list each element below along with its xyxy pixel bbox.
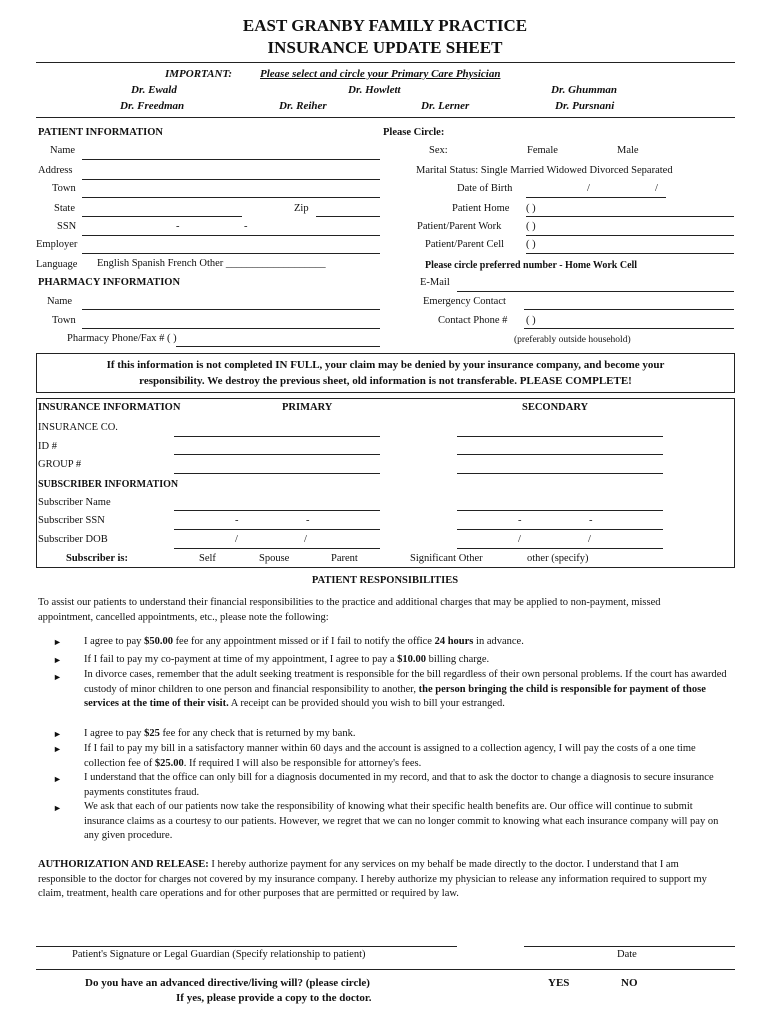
primary-group-field[interactable] bbox=[174, 473, 380, 474]
address-label: Address bbox=[38, 165, 73, 176]
responsibility-item: We ask that each of our patients now take the responsibility of knowing what their specific health benefits are. Our office will continue to submit insurance claims as a courtesy to our patients. However, we regret that we can no longer commit to knowing what each insurance company will pay on any given procedure. bbox=[84, 801, 719, 841]
responsibility-item: In divorce cases, remember that the adult seeking treatment is responsible for the bill regardless of their own personal problems. If the court has awarded custody of minor children to one person and financial responsibility to another, the person bringing the child is responsible for payment of those services at the time of their visit. A receipt can be provided should you wish to bill your estranged. bbox=[84, 669, 727, 709]
subscriber-dob-label: Subscriber DOB bbox=[38, 534, 108, 545]
language-options[interactable]: English Spanish French Other ___________________ bbox=[97, 258, 326, 269]
secondary-heading: SECONDARY bbox=[522, 402, 589, 413]
secondary-id-field[interactable] bbox=[457, 454, 663, 455]
important-label: IMPORTANT: bbox=[165, 68, 233, 80]
pharmacy-phone-label: Pharmacy Phone/Fax # ( ) bbox=[67, 333, 177, 344]
responsibilities-heading: PATIENT RESPONSIBILITIES bbox=[311, 575, 459, 586]
primary-heading: PRIMARY bbox=[282, 402, 333, 413]
sex-label: Sex: bbox=[429, 145, 448, 156]
marital-status-options[interactable]: Marital Status: Single Married Widowed Divorced Separated bbox=[416, 165, 673, 176]
doctor-divider bbox=[36, 117, 735, 118]
town-field[interactable] bbox=[82, 197, 380, 198]
pharmacy-name-label: Name bbox=[47, 296, 73, 307]
state-field[interactable] bbox=[82, 216, 242, 217]
subscriber-ssn-label: Subscriber SSN bbox=[38, 515, 105, 526]
ssn-dash: - bbox=[306, 515, 310, 526]
dob-slash: / bbox=[518, 534, 521, 545]
sex-male-option[interactable]: Male bbox=[617, 145, 639, 156]
doctor-option[interactable]: Dr. Ewald bbox=[131, 84, 177, 96]
directive-yes-option[interactable]: YES bbox=[548, 977, 570, 989]
contact-phone-label: Contact Phone # bbox=[438, 315, 508, 326]
secondary-subscriber-name-field[interactable] bbox=[457, 510, 663, 511]
emergency-contact-label: Emergency Contact bbox=[423, 296, 506, 307]
form-subtitle: INSURANCE UPDATE SHEET bbox=[267, 38, 503, 57]
bullet-arrow-icon: ► bbox=[53, 672, 62, 682]
outside-household-note: (preferably outside household) bbox=[514, 335, 631, 345]
state-label: State bbox=[54, 203, 75, 214]
group-label: GROUP # bbox=[38, 459, 82, 470]
dob-slash: / bbox=[588, 534, 591, 545]
secondary-subscriber-ssn-field[interactable] bbox=[457, 529, 663, 530]
work-phone-area: ( ) bbox=[526, 221, 536, 232]
bullet-arrow-icon: ► bbox=[53, 637, 62, 647]
responsibility-item: If I fail to pay my bill in a satisfactory manner within 60 days and the account is assigned to a collection agency, I will pay the costs of a one time collection fee of $25.00. If required I will also be responsible for attorney's fees. bbox=[84, 743, 696, 769]
language-label: Language bbox=[36, 259, 78, 270]
dob-slash: / bbox=[304, 534, 307, 545]
zip-label: Zip bbox=[294, 203, 309, 214]
pharmacy-name-field[interactable] bbox=[82, 309, 380, 310]
please-circle-heading: Please Circle: bbox=[383, 127, 445, 138]
primary-company-field[interactable] bbox=[174, 436, 380, 437]
primary-subscriber-name-field[interactable] bbox=[174, 510, 380, 511]
primary-id-field[interactable] bbox=[174, 454, 380, 455]
warning-line-1: If this information is not completed IN FULL, your claim may be denied by your insurance company, and become your bbox=[106, 359, 665, 371]
doctor-option[interactable]: Dr. Howlett bbox=[348, 84, 401, 96]
dob-slash: / bbox=[587, 183, 590, 194]
footer-divider bbox=[36, 969, 735, 970]
doctor-option[interactable]: Dr. Freedman bbox=[120, 100, 185, 112]
subscriber-name-label: Subscriber Name bbox=[38, 497, 111, 508]
responsibility-item: I understand that the office can only bill for a diagnosis documented in my record, and that to ask the doctor to change a diagnosis to secure insurance payments constitutes fraud. bbox=[84, 772, 714, 798]
emergency-contact-field[interactable] bbox=[524, 309, 734, 310]
subscriber-heading: SUBSCRIBER INFORMATION bbox=[38, 479, 179, 490]
bullet-arrow-icon: ► bbox=[53, 744, 62, 754]
dob-slash: / bbox=[655, 183, 658, 194]
secondary-group-field[interactable] bbox=[457, 473, 663, 474]
primary-subscriber-ssn-field[interactable] bbox=[174, 529, 380, 530]
cell-phone-field[interactable] bbox=[526, 253, 734, 254]
pharmacy-heading: PHARMACY INFORMATION bbox=[38, 277, 181, 288]
doctor-option[interactable]: Dr. Pursnani bbox=[555, 100, 615, 112]
responsibility-item: I agree to pay $25 fee for any check that is returned by my bank. bbox=[84, 728, 356, 739]
date-field[interactable] bbox=[524, 946, 735, 947]
employer-field[interactable] bbox=[82, 253, 380, 254]
dob-field[interactable] bbox=[526, 197, 666, 198]
cell-phone-label: Patient/Parent Cell bbox=[425, 239, 505, 250]
contact-phone-area: ( ) bbox=[526, 315, 536, 326]
signature-label: Patient's Signature or Legal Guardian (Specify relationship to patient) bbox=[72, 949, 366, 960]
ssn-dash: - bbox=[235, 515, 239, 526]
bullet-arrow-icon: ► bbox=[53, 729, 62, 739]
insurance-heading: INSURANCE INFORMATION bbox=[38, 402, 181, 413]
doctor-option[interactable]: Dr. Reiher bbox=[279, 100, 327, 112]
work-phone-field[interactable] bbox=[526, 235, 734, 236]
bullet-arrow-icon: ► bbox=[53, 803, 62, 813]
contact-phone-field[interactable] bbox=[524, 328, 734, 329]
ssn-dash: - bbox=[176, 221, 180, 232]
ssn-dash: - bbox=[589, 515, 593, 526]
insurance-id-label: ID # bbox=[38, 441, 57, 452]
relationship-significant-other-option[interactable]: Significant Other bbox=[410, 553, 483, 564]
directive-copy-note: If yes, please provide a copy to the doctor. bbox=[176, 992, 372, 1004]
relationship-spouse-option[interactable]: Spouse bbox=[259, 553, 290, 564]
town-label: Town bbox=[52, 183, 76, 194]
directive-question: Do you have an advanced directive/living will? (please circle) bbox=[85, 977, 370, 989]
bullet-arrow-icon: ► bbox=[53, 655, 62, 665]
dob-label: Date of Birth bbox=[457, 183, 513, 194]
pharmacy-town-field[interactable] bbox=[82, 328, 380, 329]
home-phone-field[interactable] bbox=[526, 216, 734, 217]
pharmacy-town-label: Town bbox=[52, 315, 76, 326]
work-phone-label: Patient/Parent Work bbox=[417, 221, 502, 232]
employer-label: Employer bbox=[36, 239, 78, 250]
name-label: Name bbox=[50, 145, 76, 156]
form-title: EAST GRANBY FAMILY PRACTICE bbox=[242, 16, 528, 35]
header-divider bbox=[36, 62, 735, 63]
cell-phone-area: ( ) bbox=[526, 239, 536, 250]
responsibilities-intro: To assist our patients to understand their financial responsibilities to the practice and additional charges that may be applied to non-payment, missed appointment, cancelled appointments, etc., please note the following: bbox=[38, 597, 661, 623]
name-field[interactable] bbox=[82, 159, 380, 160]
sex-female-option[interactable]: Female bbox=[527, 145, 558, 156]
doctor-option[interactable]: Dr. Ghumman bbox=[551, 84, 618, 96]
relationship-parent-option[interactable]: Parent bbox=[331, 553, 358, 564]
zip-field[interactable] bbox=[316, 216, 380, 217]
signature-field[interactable] bbox=[36, 946, 457, 947]
ssn-dash: - bbox=[518, 515, 522, 526]
insurance-company-label: INSURANCE CO. bbox=[38, 422, 118, 433]
subscriber-is-label: Subscriber is: bbox=[66, 553, 128, 564]
ssn-dash: - bbox=[244, 221, 248, 232]
preferred-number-options[interactable]: Please circle preferred number - Home Work Cell bbox=[425, 260, 638, 271]
ssn-field[interactable] bbox=[82, 235, 380, 236]
pharmacy-phone-field[interactable] bbox=[176, 346, 380, 347]
home-phone-label: Patient Home bbox=[452, 203, 510, 214]
secondary-company-field[interactable] bbox=[457, 436, 663, 437]
email-field[interactable] bbox=[457, 291, 734, 292]
responsibility-item: If I fail to pay my co-payment at time of my appointment, I agree to pay a $10.00 billing charge. bbox=[84, 654, 490, 665]
relationship-self-option[interactable]: Self bbox=[199, 553, 216, 564]
dob-slash: / bbox=[235, 534, 238, 545]
primary-subscriber-dob-field[interactable] bbox=[174, 548, 380, 549]
important-text: Please select and circle your Primary Care Physician bbox=[260, 68, 501, 80]
secondary-subscriber-dob-field[interactable] bbox=[457, 548, 663, 549]
date-label: Date bbox=[617, 949, 637, 960]
home-phone-area: ( ) bbox=[526, 203, 536, 214]
address-field[interactable] bbox=[82, 179, 380, 180]
warning-box bbox=[36, 353, 735, 393]
responsibility-item: I agree to pay $50.00 fee for any appointment missed or if I fail to notify the office 24 hours in advance. bbox=[84, 636, 524, 647]
relationship-other-option[interactable]: other (specify) bbox=[527, 553, 589, 564]
patient-info-heading: PATIENT INFORMATION bbox=[38, 127, 163, 138]
bullet-arrow-icon: ► bbox=[53, 774, 62, 784]
doctor-option[interactable]: Dr. Lerner bbox=[421, 100, 470, 112]
warning-line-2: responsibility. We destroy the previous sheet, old information is not transferable. PLEASE COMPLETE! bbox=[139, 375, 632, 387]
ssn-label: SSN bbox=[57, 221, 77, 232]
directive-no-option[interactable]: NO bbox=[621, 977, 638, 989]
email-label: E-Mail bbox=[420, 277, 450, 288]
authorization-paragraph: AUTHORIZATION AND RELEASE: I hereby authorize payment for any services on my behalf be made directly to the doctor. I understand that I am responsible to the doctor for charges not covered by my insurance company. I hereby authorize my physician to release any information required to support my claim, treatment, health care operations and for other purposes that are permitted or required by law. bbox=[38, 859, 707, 899]
